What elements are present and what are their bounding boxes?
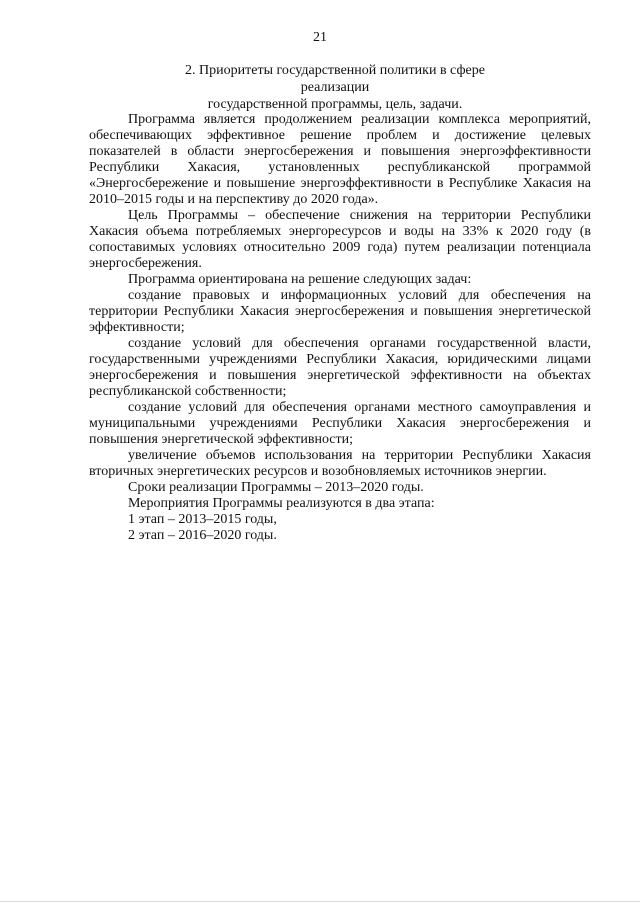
paragraph-tasks-intro: Программа ориентирована на решение следующих задач: xyxy=(128,272,472,287)
paragraph-program-goal: Цель Программы – обеспечение снижения на территории Республики Хакасия объема потребляемых энергоресурсов и воды на 33% к 2020 году (в сопоставимых условиях относительно 2009 года) путем реализации потенциала энергосбережения. xyxy=(89,208,591,271)
paragraph-task-secondary-resources: увеличение объемов использования на территории Республики Хакасия вторичных энергетических ресурсов и возобновляемых источников энергии. xyxy=(89,448,591,479)
paragraph-program-terms: Сроки реализации Программы – 2013–2020 годы. xyxy=(128,480,424,495)
page-number: 21 xyxy=(313,30,327,45)
paragraph-task-state-bodies: создание условий для обеспечения органами государственной власти, государственными учреждениями Республики Хакасия, юридическими лицами энергосбережения и повышения энергетической эффективности на объектах республиканской собственности; xyxy=(89,336,591,399)
paragraph-stages-intro: Мероприятия Программы реализуются в два этапа: xyxy=(128,496,435,511)
paragraph-task-legal: создание правовых и информационных условий для обеспечения на территории Республики Хакасия энергосбережения и повышения энергетической эффективности; xyxy=(89,288,591,335)
section-title-line-1: 2. Приоритеты государственной политики в сфере реализации xyxy=(185,63,485,95)
paragraph-task-local-government: создание условий для обеспечения органами местного самоуправления и муниципальными учреждениями Республики Хакасия энергосбережения и повышения энергетической эффективности; xyxy=(89,400,591,447)
document-body xyxy=(89,112,591,544)
section-title xyxy=(150,62,520,113)
paragraph-program-continuation: Программа является продолжением реализации комплекса мероприятий, обеспечивающих эффективное решение проблем и достижение целевых показателей в области энергосбережения и повышения энергоэффективности Республики Хакасия, установленных республиканской программой «Энергосбережение и повышение энергоэффективности в Республике Хакасия на 2010–2015 годы и на перспективу до 2020 года». xyxy=(89,112,591,207)
paragraph-stage-1: 1 этап – 2013–2015 годы, xyxy=(128,512,277,527)
section-title-line-2: государственной программы, цель, задачи. xyxy=(207,97,463,112)
bottom-divider xyxy=(0,901,640,902)
paragraph-stage-2: 2 этап – 2016–2020 годы. xyxy=(128,528,277,543)
